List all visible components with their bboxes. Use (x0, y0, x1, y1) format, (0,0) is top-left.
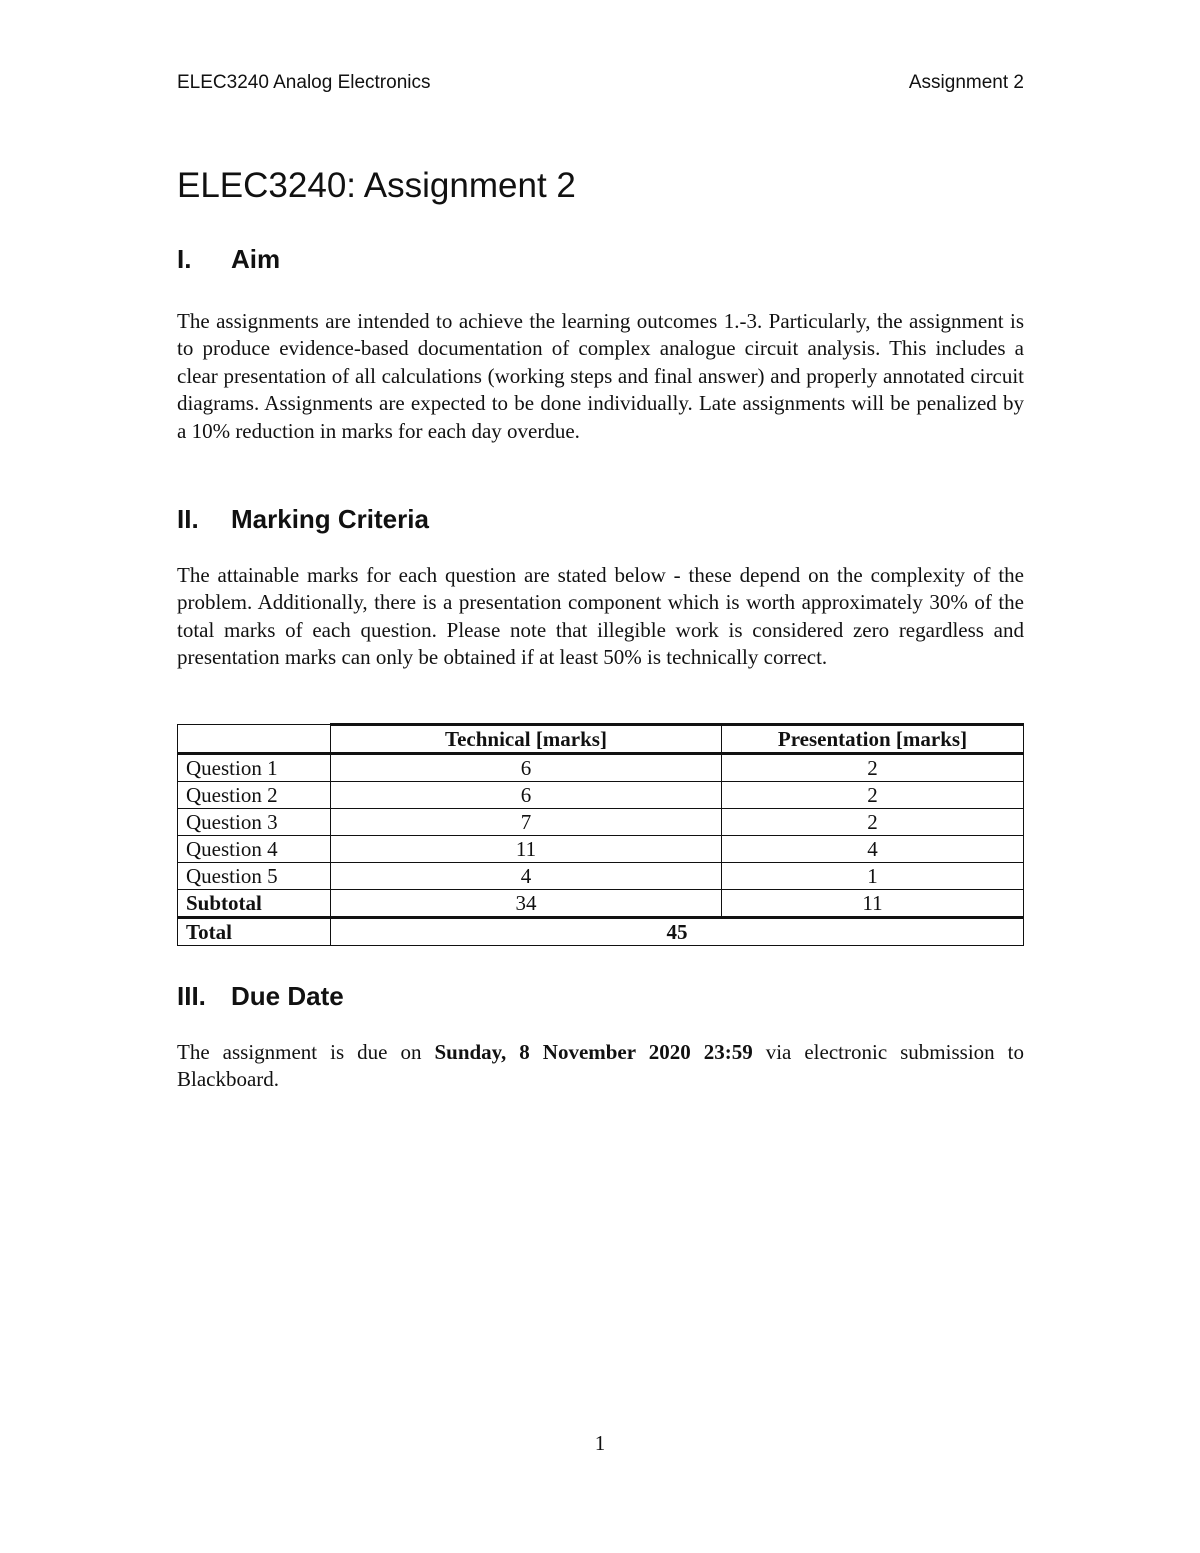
header-assignment-label: Assignment 2 (908, 72, 1024, 93)
presentation-marks: 2 (722, 782, 1024, 809)
section-heading-due-date (177, 980, 344, 1012)
table-row (178, 754, 1024, 782)
technical-marks: 7 (331, 809, 722, 836)
section-heading-marking-criteria (177, 503, 429, 535)
section-title: Due Date (231, 981, 344, 1011)
subtotal-label: Subtotal (178, 890, 331, 918)
subtotal-row (178, 890, 1024, 918)
presentation-marks: 1 (722, 863, 1024, 890)
page-number: 1 (594, 1431, 606, 1455)
row-label: Question 1 (178, 754, 331, 782)
marking-criteria-paragraph: The attainable marks for each question are stated below - these depend on the complexity of the problem. Additionally, there is a presentation component which is worth approximately 30% of the total marks of each question. Please note that illegible work is considered zero regardless and presentation marks can only be obtained if at least 50% is technically correct. (177, 563, 1024, 670)
table-header-row (178, 725, 1024, 754)
row-label: Question 2 (178, 782, 331, 809)
technical-marks: 4 (331, 863, 722, 890)
due-date-paragraph (177, 1039, 1024, 1094)
row-label: Question 3 (178, 809, 331, 836)
row-label: Question 4 (178, 836, 331, 863)
document-title: ELEC3240: Assignment 2 (177, 166, 576, 205)
marks-table (177, 723, 1024, 946)
table-row (178, 863, 1024, 890)
section-title: Marking Criteria (231, 504, 429, 534)
table-header-presentation: Presentation [marks] (722, 725, 1024, 754)
due-text-after: via electronic submission to Blackboard. (177, 1040, 1024, 1092)
subtotal-technical: 34 (331, 890, 722, 918)
technical-marks: 6 (331, 782, 722, 809)
table-row (178, 809, 1024, 836)
total-label: Total (178, 918, 331, 946)
table-row (178, 782, 1024, 809)
section-number: I. (177, 244, 192, 274)
section-number: III. (177, 981, 206, 1011)
section-heading-aim (177, 243, 280, 275)
table-row (178, 836, 1024, 863)
presentation-marks: 2 (722, 809, 1024, 836)
presentation-marks: 4 (722, 836, 1024, 863)
total-row (178, 918, 1024, 946)
due-date-value: Sunday, 8 November 2020 23:59 (434, 1040, 753, 1064)
subtotal-presentation: 11 (722, 890, 1024, 918)
technical-marks: 6 (331, 754, 722, 782)
total-value: 45 (331, 918, 1024, 946)
technical-marks: 11 (331, 836, 722, 863)
aim-paragraph: The assignments are intended to achieve the learning outcomes 1.-3. Particularly, the assignment is to produce evidence-based documentation of complex analogue circuit analysis. This includes a clear presentation of all calculations (working steps and final answer) and properly annotated circuit diagrams. Assignments are expected to be done individually. Late assignments will be penalized by a 10% reduction in marks for each day overdue. (177, 309, 1024, 443)
presentation-marks: 2 (722, 754, 1024, 782)
table-header-technical: Technical [marks] (331, 725, 722, 754)
header-course-name: ELEC3240 Analog Electronics (177, 72, 431, 93)
section-title: Aim (231, 244, 281, 274)
row-label: Question 5 (178, 863, 331, 890)
page-header (177, 70, 1024, 96)
table-header-empty (178, 725, 331, 754)
section-number: II. (177, 504, 199, 534)
due-text-before: The assignment is due on (177, 1040, 435, 1064)
